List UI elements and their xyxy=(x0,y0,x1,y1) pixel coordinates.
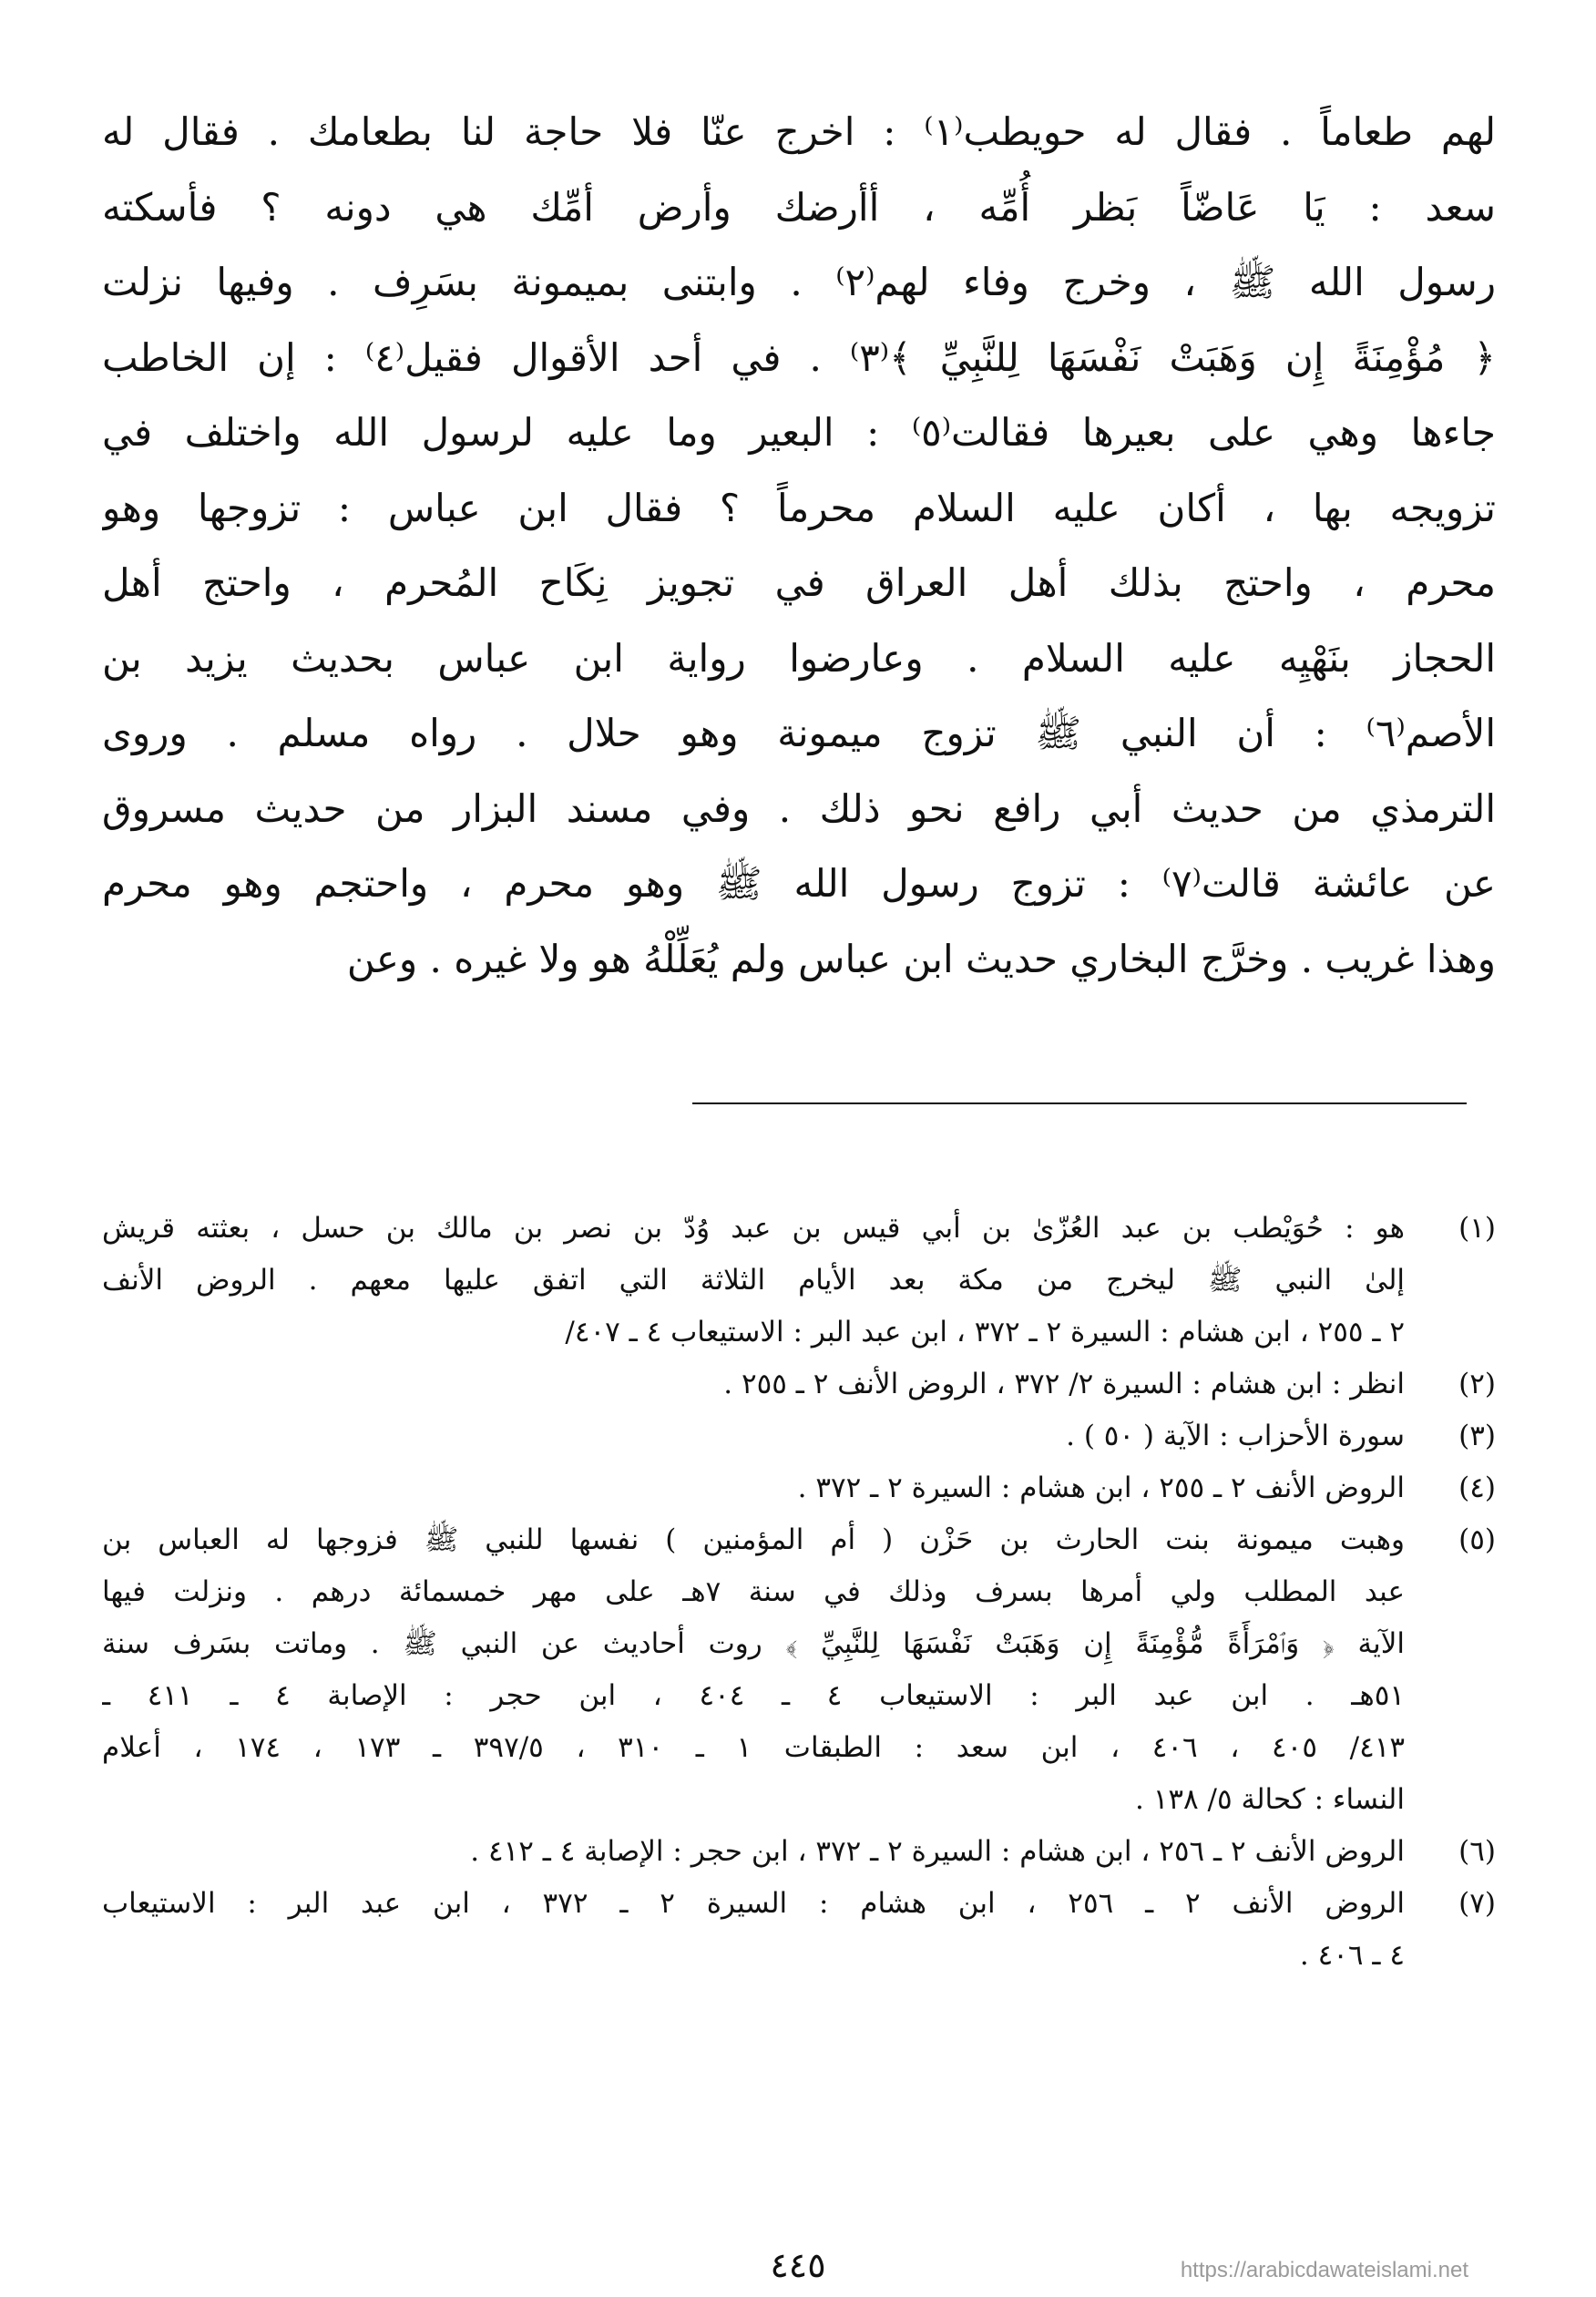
footnote-line: ٤ ـ ٤٠٦ . xyxy=(1299,1939,1405,1972)
footnotes-block xyxy=(102,1203,1496,1982)
footnote-separator xyxy=(692,1102,1467,1104)
footnote-1 xyxy=(102,1203,1496,1359)
footnote-line: سورة الأحزاب : الآية ( ٥٠ ) . xyxy=(1066,1420,1405,1452)
footnote-line: النساء : كحالة ٥/ ١٣٨ . xyxy=(1134,1783,1405,1816)
footnote-number: (٣) xyxy=(1458,1420,1496,1452)
footnote-3 xyxy=(102,1410,1496,1462)
footnote-line: انظر : ابن هشام : السيرة ٢/ ٣٧٢ ، الروض الأنف ٢ ـ ٢٥٥ . xyxy=(723,1368,1405,1400)
main-text-line: ﴿ مُؤْمِنَةً إِن وَهَبَتْ نَفْسَهَا لِلنَّبِيِّ ﴾⁽٣⁾ . في أحد الأقوال فقيل⁽٤⁾ : إن الخاطب xyxy=(102,334,1496,380)
main-text-line: تزويجه بها ، أكان عليه السلام محرماً ؟ فقال ابن عباس : تزوجها وهو xyxy=(102,485,1496,530)
footnote-line: ٤١٣/ ٤٠٥ ، ٤٠٦ ، ابن سعد : الطبقات ١ ـ ٣١٠ ، ٣٩٧/٥ ـ ١٧٣ ، ١٧٤ ، أعلام xyxy=(102,1731,1405,1764)
main-text-line: الحجاز بنَهْيِه عليه السلام . وعارضوا رواية ابن عباس بحديث يزيد بن xyxy=(102,635,1496,681)
footnote-line: الروض الأنف ٢ ـ ٢٥٥ ، ابن هشام : السيرة ٢ ـ ٣٧٢ . xyxy=(797,1472,1405,1504)
footnote-6 xyxy=(102,1826,1496,1878)
footnote-2 xyxy=(102,1359,1496,1410)
footnote-line: إلىٰ النبي ﷺ ليخرج من مكة بعد الأيام الثلاثة التي اتفق عليها معهم . الروض الأنف xyxy=(102,1264,1405,1297)
page-number: ٤٤٥ xyxy=(770,2245,826,2285)
main-text-line: الترمذي من حديث أبي رافع نحو ذلك . وفي مسند البزار من حديث مسروق xyxy=(102,785,1496,831)
main-text-block xyxy=(102,95,1496,997)
footnote-number: (٢) xyxy=(1458,1368,1496,1400)
footnote-line: الروض الأنف ٢ ـ ٢٥٦ ، ابن هشام : السيرة ٢ ـ ٣٧٢ ، ابن حجر : الإصابة ٤ ـ ٤١٢ . xyxy=(470,1835,1405,1868)
main-text-line: رسول الله ﷺ ، وخرج وفاء لهم⁽٢⁾ . وابتنى بميمونة بسَرِف . وفيها نزلت xyxy=(102,260,1496,304)
footnote-5 xyxy=(102,1514,1496,1826)
footnote-line: هو : حُوَيْطب بن عبد العُزّىٰ بن أبي قيس بن عبد وُدّ بن نصر بن مالك بن حسل ، بعثته قريش xyxy=(102,1212,1405,1245)
footnote-number: (٤) xyxy=(1458,1472,1496,1504)
footnote-4 xyxy=(102,1462,1496,1514)
footnote-7 xyxy=(102,1878,1496,1982)
footnote-number: (٧) xyxy=(1458,1887,1496,1920)
source-watermark: https://arabicdawateislami.net xyxy=(1180,2258,1468,2282)
main-text-line: لهم طعاماً . فقال له حويطب⁽١⁾ : اخرج عنّا فلا حاجة لنا بطعامك . فقال له xyxy=(102,109,1496,154)
main-text-line: عن عائشة قالت⁽٧⁾ : تزوج رسول الله ﷺ وهو محرم ، واحتجم وهو محرم xyxy=(102,861,1496,906)
footnote-number: (٦) xyxy=(1458,1835,1496,1868)
main-text-line: الأصم⁽٦⁾ : أن النبي ﷺ تزوج ميمونة وهو حلال . رواه مسلم . وروى xyxy=(102,711,1496,755)
footnote-number: (٥) xyxy=(1458,1523,1496,1556)
footnote-line: الآية ﴿ وَٱمْرَأَةً مُّؤْمِنَةً إِن وَهَبَتْ نَفْسَهَا لِلنَّبِيِّ ﴾ روت أحاديث عن النبي ﷺ . وماتت بسَرف سنة xyxy=(102,1627,1405,1660)
footnote-line: الروض الأنف ٢ ـ ٢٥٦ ، ابن هشام : السيرة ٢ ـ ٣٧٢ ، ابن عبد البر : الاستيعاب xyxy=(102,1887,1405,1920)
main-text-line: محرم ، واحتج بذلك أهل العراق في تجويز نِكَاح المُحرم ، واحتج أهل xyxy=(102,560,1496,605)
footnote-line: ٥١هـ . ابن عبد البر : الاستيعاب ٤ ـ ٤٠٤ ، ابن حجر : الإصابة ٤ ـ ٤١١ ـ xyxy=(102,1679,1405,1712)
footnote-line: عبد المطلب ولي أمرها بسرف وذلك في سنة ٧هـ على مهر خمسمائة درهم . ونزلت فيها xyxy=(102,1575,1405,1608)
footnote-line: وهبت ميمونة بنت الحارث بن حَزْن ( أم المؤمنين ) نفسها للنبي ﷺ فزوجها له العباس بن xyxy=(102,1523,1405,1556)
main-text-line: جاءها وهي على بعيرها فقالت⁽٥⁾ : البعير وما عليه لرسول الله واختلف في xyxy=(102,410,1496,455)
footnote-line: ٢ ـ ٢٥٥ ، ابن هشام : السيرة ٢ ـ ٣٧٢ ، ابن عبد البر : الاستيعاب ٤ ـ ٤٠٧/ xyxy=(565,1316,1405,1348)
main-text-line: وهذا غريب . وخرَّج البخاري حديث ابن عباس ولم يُعَلِّلْهُ هو ولا غيره . وعن xyxy=(346,936,1496,981)
footnote-number: (١) xyxy=(1458,1212,1496,1245)
main-text-line: سعد : يَا عَاضّاً بَظر أُمِّه ، أأرضك وأرض أمِّك هي دونه ؟ فأسكته xyxy=(102,184,1496,230)
